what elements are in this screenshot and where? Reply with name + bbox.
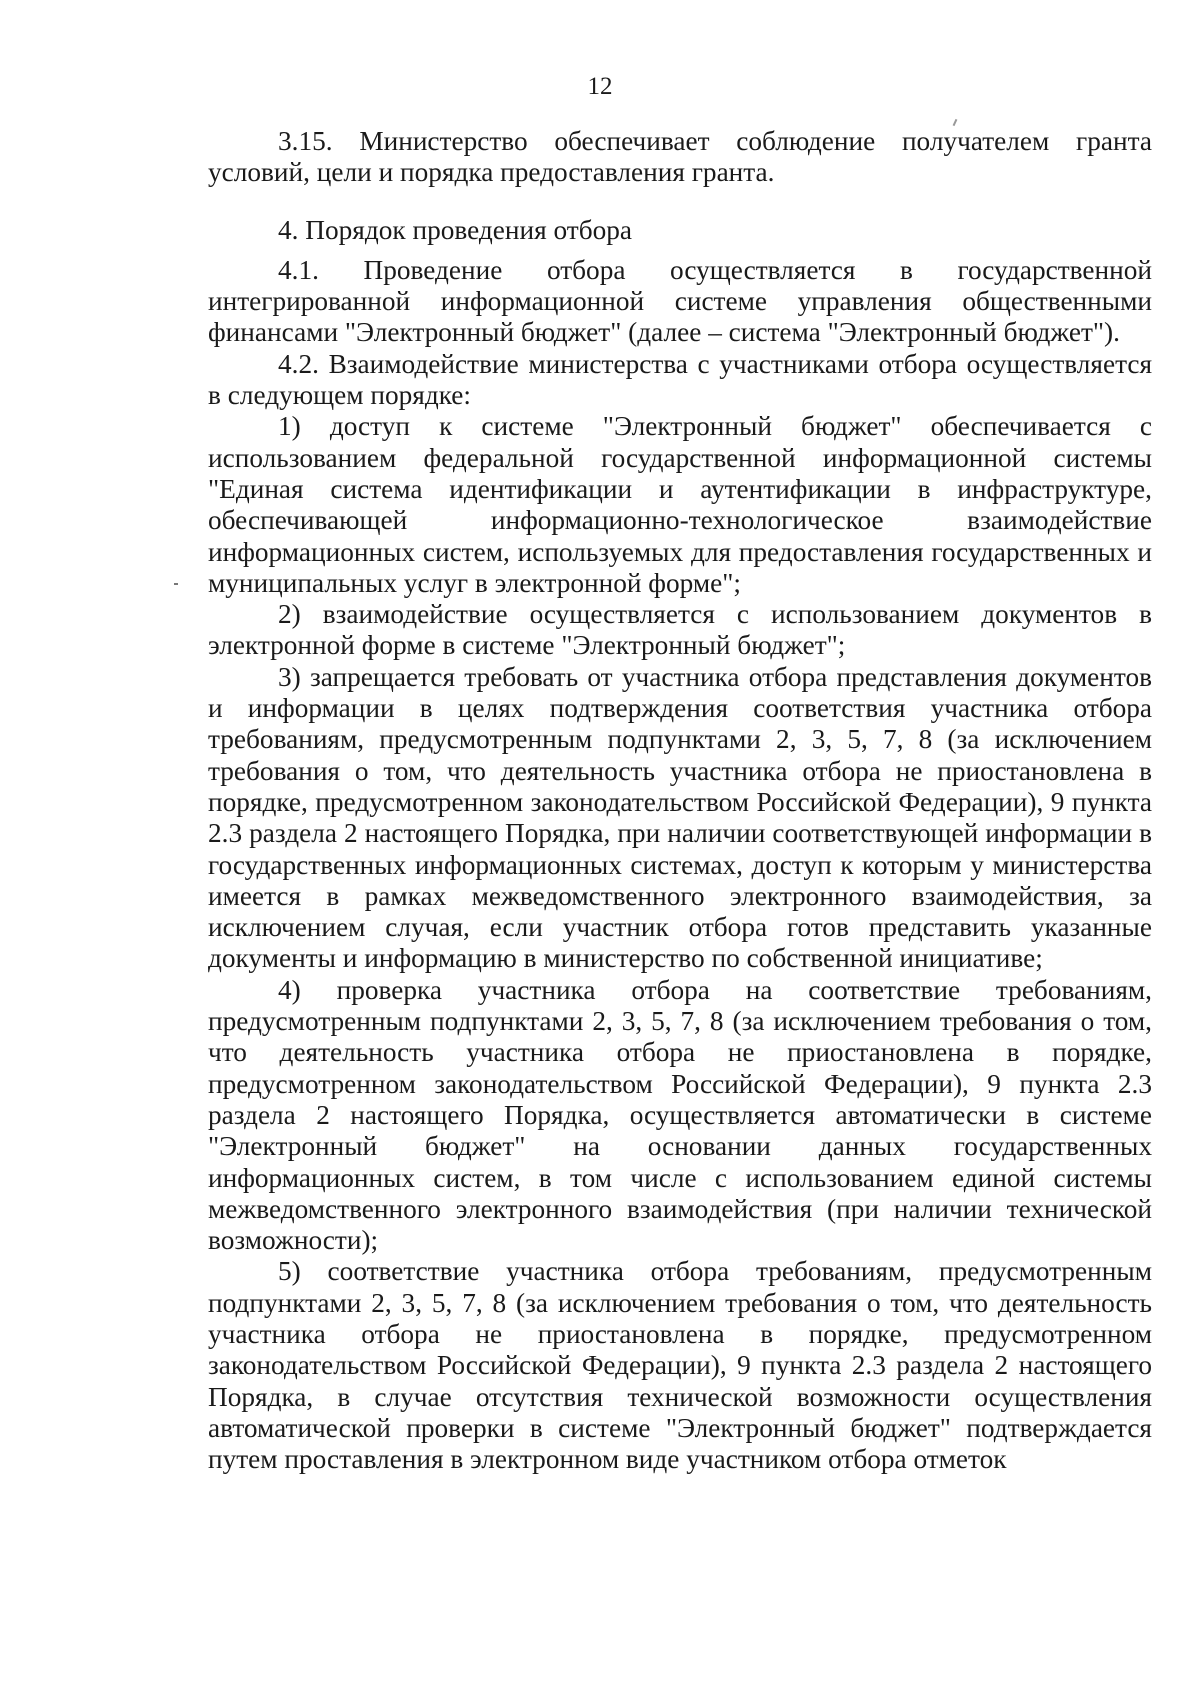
paragraph-3-15: 3.15. Министерство обеспечивает соблюдение получателем гранта условий, цели и порядка предоставления гранта. — [208, 126, 1152, 188]
section-heading-4: 4. Порядок проведения отбора — [278, 214, 632, 245]
list-item-2: 2) взаимодействие осуществляется с использованием документов в электронной форме в системе "Электронный бюджет"; — [208, 599, 1152, 661]
list-item-1: 1) доступ к системе "Электронный бюджет" обеспечивается с использованием федеральной государственной информационной системы "Единая система идентификации и аутентификации в инфраструктуре, обеспечивающей информационно-технологическое взаимодействие информационных систем, используемых для предоставления государственных и муниципальных услуг в электронной форме"; — [208, 411, 1152, 598]
list-item-3: 3) запрещается требовать от участника отбора представления документов и информации в целях подтверждения соответствия участника отбора требованиям, предусмотренным подпунктами 2, 3, 5, 7, 8 (за исключением требования о том, что деятельность участника отбора не приостановлена в порядке, предусмотренном законодательством Российской Федерации), 9 пункта 2.3 раздела 2 настоящего Порядка, при наличии соответствующей информации в государственных информационных системах, доступ к которым у министерства имеется в рамках межведомственного электронного взаимодействия, за исключением случая, если участник отбора готов представить указанные документы и информацию в министерство по собственной инициативе; — [208, 661, 1152, 974]
list-item-4: 4) проверка участника отбора на соответствие требованиям, предусмотренным подпунктами 2, 3, 5, 7, 8 (за исключением требования о том, что деятельность участника отбора не приостановлена в порядке, предусмотренном законодательством Российской Федерации), 9 пункта 2.3 раздела 2 настоящего Порядка, осуществляется автоматически в системе "Электронный бюджет" на основании данных государственных информационных систем, в том числе с использованием единой системы межведомственного электронного взаимодействия (при наличии технической возможности); — [208, 974, 1152, 1256]
paragraph-4-1: 4.1. Проведение отбора осуществляется в государственной интегрированной информационной системе управления общественными финансами "Электронный бюджет" (далее – система "Электронный бюджет"). — [208, 254, 1152, 348]
scan-mark — [174, 583, 178, 585]
page-number: 12 — [587, 73, 613, 100]
document-body — [208, 126, 1152, 1475]
paragraph-4-2: 4.2. Взаимодействие министерства с участниками отбора осуществляется в следующем порядке: — [208, 348, 1152, 411]
list-item-5: 5) соответствие участника отбора требованиям, предусмотренным подпунктами 2, 3, 5, 7, 8 (за исключением требования о том, что деятельность участника отбора не приостановлена в порядке, предусмотренном законодательством Российской Федерации), 9 пункта 2.3 раздела 2 настоящего Порядка, в случае отсутствия технической возможности осуществления автоматической проверки в системе "Электронный бюджет" подтверждается путем проставления в электронном виде участником отбора отметок — [208, 1256, 1152, 1475]
